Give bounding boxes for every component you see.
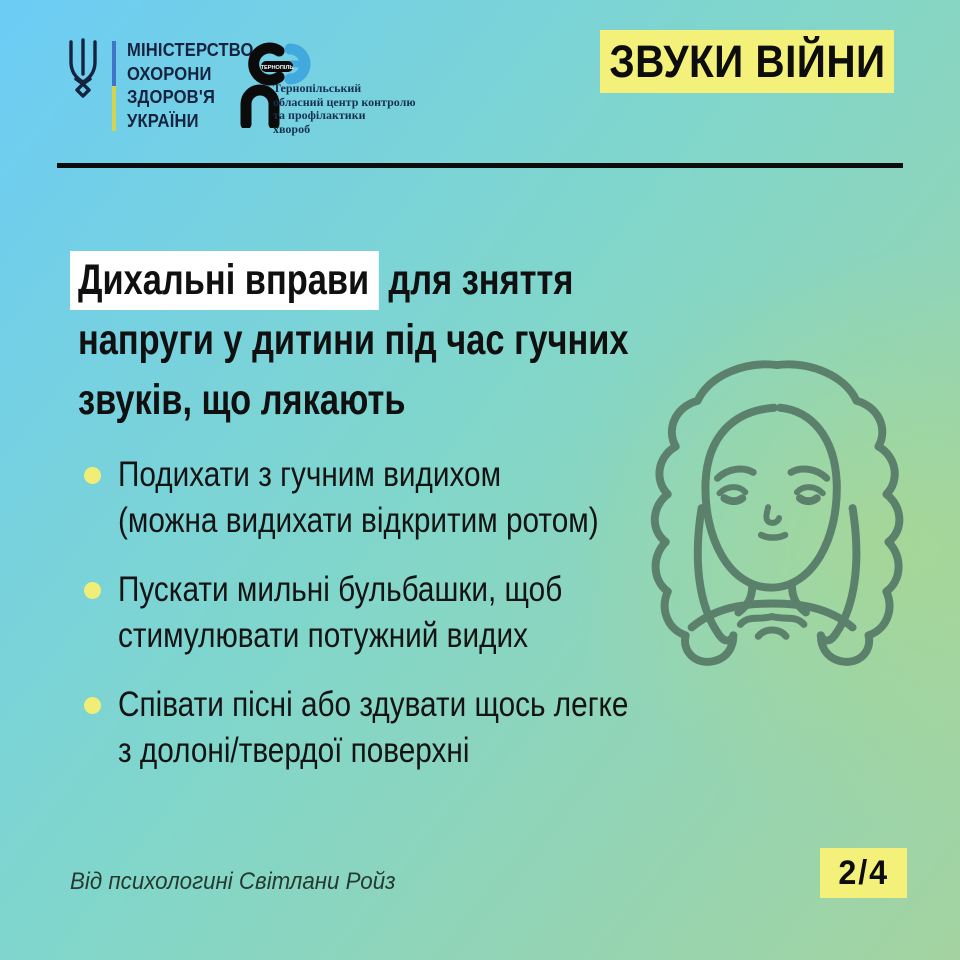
ternopil-center-logo xyxy=(233,40,463,140)
ternopil-line: та профілактики xyxy=(273,108,366,122)
girl-illustration xyxy=(632,356,950,704)
ministry-line: ОХОРОНИ xyxy=(127,63,212,84)
title-line-1 xyxy=(78,250,629,310)
ministry-flag-divider xyxy=(112,41,116,131)
list-item xyxy=(84,452,719,544)
title-line-3: звуків, що лякають xyxy=(78,376,406,424)
list-item-text xyxy=(118,567,628,659)
ternopil-line: Тернопільський xyxy=(273,81,362,95)
page-indicator-label: 2/4 xyxy=(838,853,889,892)
list-item-line: з долоні/твердої поверхні xyxy=(118,731,470,770)
list-item-text xyxy=(118,682,628,774)
ternopil-line: обласний центр контролю xyxy=(273,94,416,109)
list-item-line: стимулювати потужний видих xyxy=(118,616,528,655)
tips-list xyxy=(84,452,719,797)
list-item xyxy=(84,567,719,659)
ternopil-badge-label: ТЕРНОПІЛЬ xyxy=(260,65,294,71)
ministry-line: МІНІСТЕРСТВО xyxy=(127,40,254,60)
ministry-line: ЗДОРОВ'Я xyxy=(127,87,216,107)
author-credit: Від психологині Світлани Ройз xyxy=(70,868,396,895)
series-badge xyxy=(600,30,894,93)
list-item-line: Пускати мильні бульбашки, щоб xyxy=(118,570,563,609)
title-line-1-rest: для зняття xyxy=(388,256,574,304)
bullet-dot-icon xyxy=(84,582,101,599)
ternopil-line: хвороб xyxy=(273,121,311,136)
page-title xyxy=(78,250,629,430)
list-item-line: Подихати з гучним видихом xyxy=(118,455,502,494)
series-badge-label: ЗВУКИ ВІЙНИ xyxy=(608,35,886,87)
bullet-dot-icon xyxy=(84,467,101,484)
divider-rule xyxy=(57,163,903,168)
bullet-dot-icon xyxy=(84,697,101,714)
list-item-line: (можна видихати відкритим ротом) xyxy=(118,501,599,540)
title-line-2: напруги у дитини під час гучних xyxy=(78,316,629,364)
ministry-line: УКРАЇНИ xyxy=(127,110,199,131)
tryzub-icon xyxy=(62,38,104,98)
list-item-line: Співати пісні або здувати щось легке xyxy=(118,685,629,724)
list-item-text xyxy=(118,452,628,544)
list-item xyxy=(84,682,719,774)
title-highlight: Дихальні вправи xyxy=(70,251,379,310)
ternopil-logo-text xyxy=(273,82,443,136)
page-indicator-badge xyxy=(820,848,907,898)
